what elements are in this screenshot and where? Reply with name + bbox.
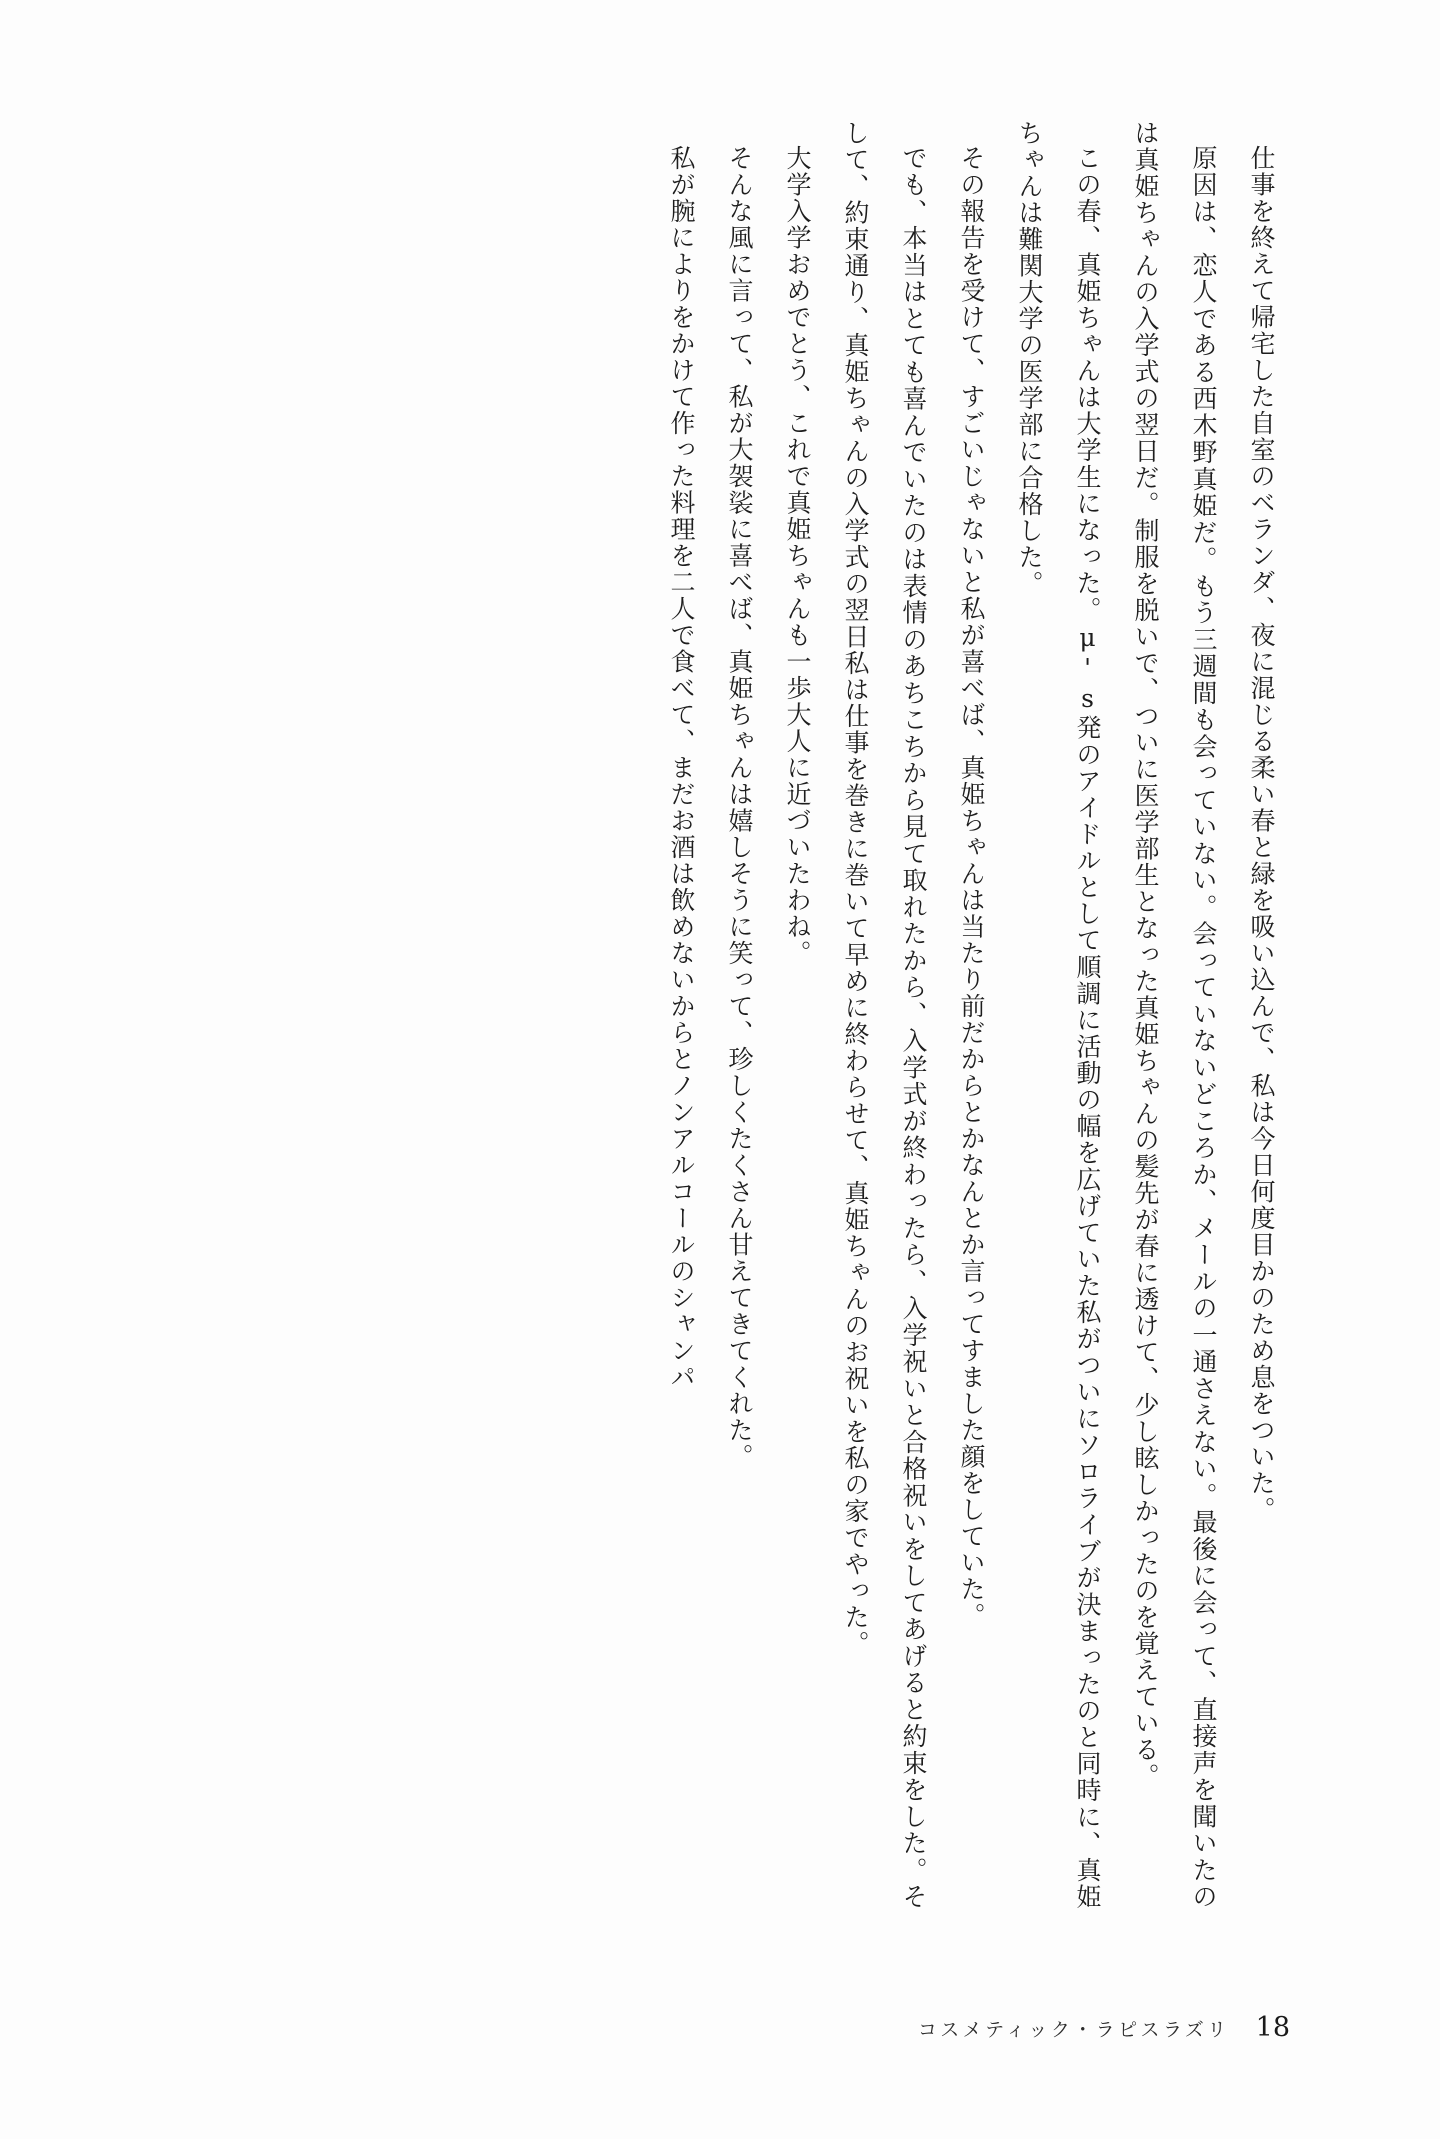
page-number: 18: [1255, 2012, 1290, 2043]
paragraph: でも、本当はとても喜んでいたのは表情のあちこちから見て取れたから、入学式が終わったら、入学祝いと合格祝いをしてあげると約束をした。そして、約束通り、真姫ちゃんの入学式の翌日私は仕事を巻きに巻いて早めに終わらせて、真姫ちゃんのお祝いを私の家でやった。: [841, 120, 928, 1911]
paragraph: この春、真姫ちゃんは大学生になった。μ's発のアイドルとして順調に活動の幅を広げていた私がついにソロライブが決まったのと同時に、真姫ちゃんは難関大学の医学部に合格した。: [1015, 120, 1102, 1910]
paragraph: 仕事を終えて帰宅した自室のベランダ、夜に混じる柔い春と緑を吸い込んで、私は今日何度目かのため息をついた。: [1247, 145, 1276, 1523]
paragraph: 原因は、恋人である西木野真姫だ。もう三週間も会っていない。会っていないどころか、メールの一通さえない。最後に会って、直接声を聞いたのは真姫ちゃんの入学式の翌日だ。制服を脱いで、ついに医学部生となった真姫ちゃんの髪先が春に透けて、少し眩しかったのを覚えている。: [1131, 120, 1218, 1910]
paragraph: その報告を受けて、すごいじゃないと私が喜べば、真姫ちゃんは当たり前だからとかなんとか言ってすました顔をしていた。: [957, 145, 986, 1629]
book-title: コスメティック・ラピスラズリ: [917, 2019, 1230, 2041]
paragraph: 私が腕によりをかけて作った料理を二人で食べて、まだお酒は飲めないからとノンアルコールのシャンパ: [667, 145, 696, 1391]
page-footer: [918, 2012, 1290, 2043]
paragraph: そんな風に言って、私が大袈裟に喜べば、真姫ちゃんは嬉しそうに笑って、珍しくたくさん甘えてきてくれた。: [725, 145, 754, 1470]
body-text: [140, 120, 1290, 1910]
paragraph: 大学入学おめでとう、これで真姫ちゃんも一歩大人に近づいたわね。: [783, 145, 812, 967]
